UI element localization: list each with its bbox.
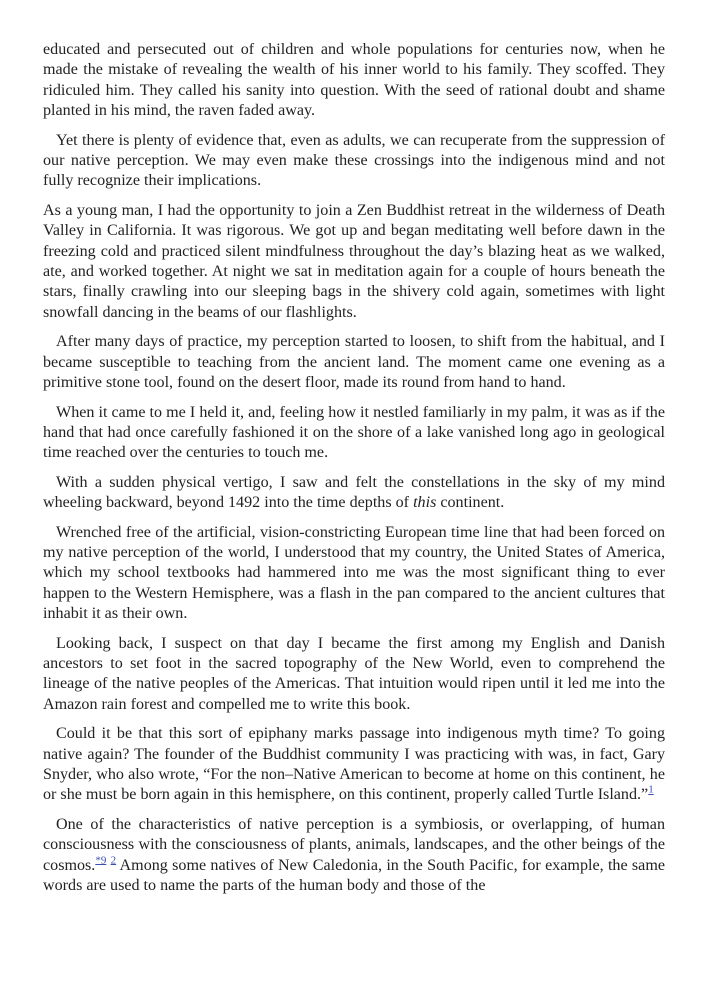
- paragraph: [43, 131, 665, 192]
- paragraph: [43, 724, 665, 806]
- paragraph: [43, 332, 665, 393]
- body-text: educated and persecuted out of children and whole populations for centuries now, when he made the mistake of revealing the wealth of his inner world to his family. They scoffed. They ridiculed him. They called his sanity into question. With the seed of rational doubt and shame planted in his mind, the raven faded away.: [43, 41, 665, 120]
- body-text: Yet there is plenty of evidence that, even as adults, we can recuperate from the suppression of our native perception. We may even make these crossings into the indigenous mind and not fully recognize their implications.: [43, 131, 665, 190]
- body-text: Could it be that this sort of epiphany marks passage into indigenous myth time? To going native again? The founder of the Buddhist community I was practicing with was, in fact, Gary Snyder, who also wrote, “For the non–Native American to become at home on this continent, he or she must be born again in this hemisphere, on this continent, properly called Turtle Island.”: [43, 725, 665, 804]
- body-text: Wrenched free of the artificial, vision-constricting European time line that had been forced on my native perception of the world, I understood that my country, the United States of America, which my school textbooks had hammered into me was the most significant thing to ever happen to the Western Hemisphere, was a flash in the pan compared to the ancient cultures that inhabit it as their own.: [43, 523, 665, 623]
- emphasis-text: this: [413, 494, 437, 512]
- footnote-link[interactable]: 2: [110, 854, 117, 867]
- body-text: With a sudden physical vertigo, I saw and felt the constellations in the sky of my mind wheeling backward, beyond 1492 into the time depths of: [43, 473, 665, 512]
- body-text: As a young man, I had the opportunity to join a Zen Buddhist retreat in the wilderness of Death Valley in California. It was rigorous. We got up and began meditating well before dawn in the freezing cold and practiced silent mindfulness throughout the day’s blazing heat as we walked, ate, and worked together. At night we sat in meditation again for a couple of hours beneath the stars, finally crawling into our sleeping bags in the shivery cold again, sometimes with light snowfall dancing in the beams of our flashlights.: [43, 201, 665, 321]
- body-text: When it came to me I held it, and, feeling how it nestled familiarly in my palm, it was as if the hand that had once carefully fashioned it on the shore of a lake vanished long ago in geological time reached over the centuries to touch me.: [43, 403, 665, 462]
- paragraph: [43, 201, 665, 323]
- footnote-link[interactable]: 1: [648, 784, 654, 797]
- paragraph: [43, 815, 665, 897]
- footnote-link[interactable]: *9: [95, 854, 107, 867]
- paragraph: [43, 523, 665, 625]
- body-text: Looking back, I suspect on that day I became the first among my English and Danish ancestors to set foot in the sacred topography of the New World, even to comprehend the lineage of the native peoples of the Americas. That intuition would ripen until it led me into the Amazon rain forest and compelled me to write this book.: [43, 634, 665, 713]
- paragraph: [43, 634, 665, 716]
- body-text: After many days of practice, my perception started to loosen, to shift from the habitual, and I became susceptible to teaching from the ancient land. The moment came one evening as a primitive stone tool, found on the desert floor, made its round from hand to hand.: [43, 333, 665, 392]
- book-page: [43, 40, 665, 905]
- paragraph: [43, 403, 665, 464]
- body-text: Among some natives of New Caledonia, in the South Pacific, for example, the same words are used to name the parts of the human body and those of the: [43, 856, 665, 895]
- body-text: One of the characteristics of native perception is a symbiosis, or overlapping, of human consciousness with the consciousness of plants, animals, landscapes, and the other beings of the cosmos.: [43, 815, 665, 874]
- body-text: continent.: [436, 494, 505, 512]
- paragraph: [43, 473, 665, 514]
- paragraph: [43, 40, 665, 122]
